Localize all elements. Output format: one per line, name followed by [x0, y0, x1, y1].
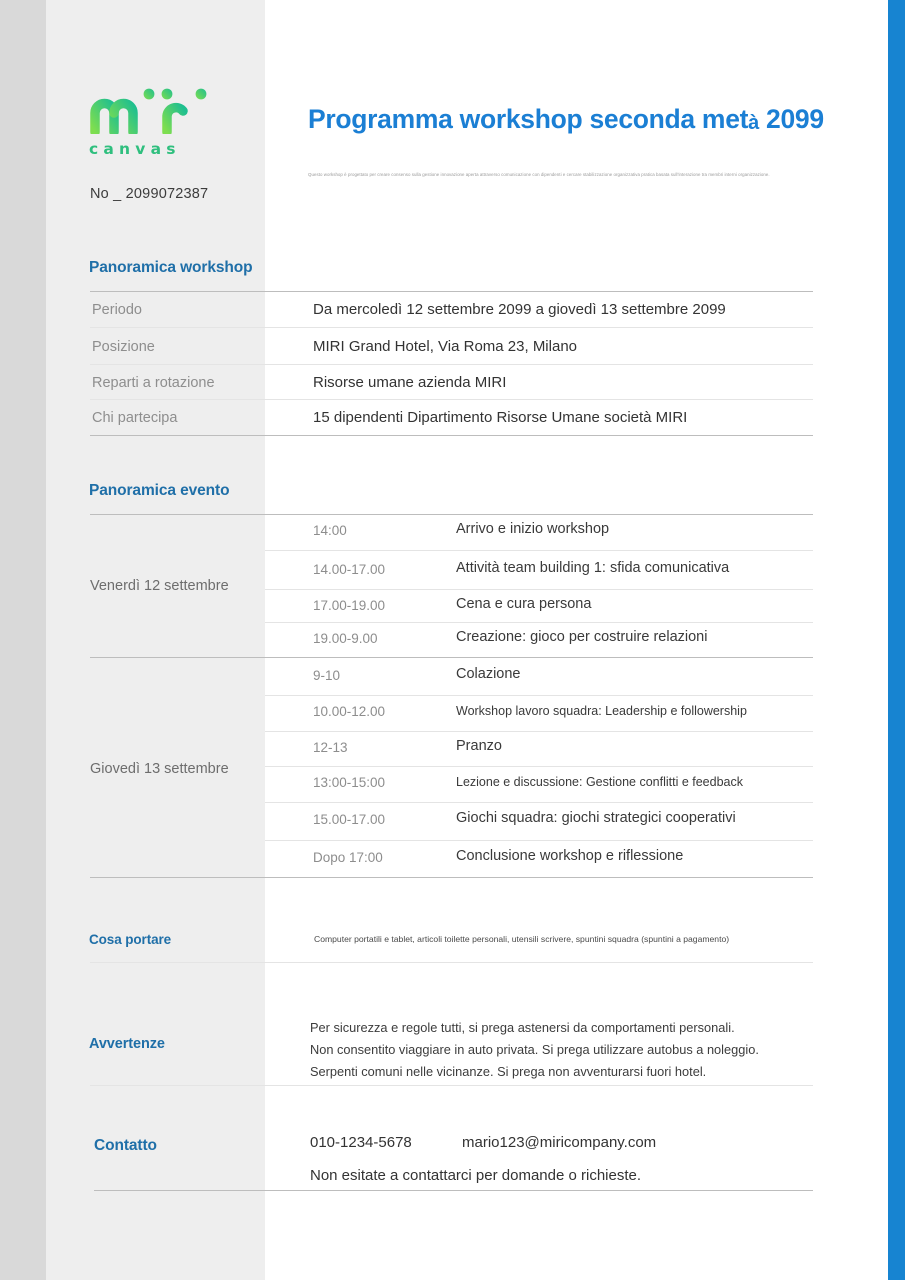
contact-rule-bottom — [94, 1190, 813, 1191]
schedule-row — [265, 696, 813, 730]
list-item: Non consentito viaggiare in auto privata. Si prega utilizzare autobus a noleggio. — [310, 1042, 759, 1058]
page-title — [308, 104, 824, 135]
schedule-time: 19.00-9.00 — [313, 631, 378, 646]
overview-value: 15 dipendenti Dipartimento Risorse Umane società MIRI — [313, 409, 688, 426]
schedule-time: 14.00-17.00 — [313, 562, 386, 577]
schedule-time: 13:00-15:00 — [313, 775, 386, 790]
schedule-desc: Attività team building 1: sfida comunicativa — [456, 560, 730, 576]
schedule-row — [265, 732, 813, 766]
schedule-time: 15.00-17.00 — [313, 812, 386, 827]
schedule-time: 14:00 — [313, 523, 347, 538]
warnings-rule-bottom — [90, 1085, 813, 1086]
schedule-time: 12-13 — [313, 740, 348, 755]
schedule-time: 10.00-12.00 — [313, 704, 386, 719]
section-heading-warnings: Avvertenze — [89, 1036, 165, 1052]
schedule-row — [265, 554, 813, 588]
schedule-rule — [265, 550, 813, 551]
table-row — [90, 367, 813, 402]
page-title-year: 2099 — [758, 104, 824, 134]
brand-logo — [89, 86, 269, 158]
section-heading-contact: Contatto — [94, 1137, 157, 1154]
section-heading-overview: Panoramica workshop — [89, 259, 253, 276]
schedule-desc: Conclusione workshop e riflessione — [456, 848, 684, 864]
schedule-desc: Lezione e discussione: Gestione conflitti e feedback — [456, 775, 743, 789]
page-right-accent-bar — [888, 0, 905, 1280]
table-row — [90, 331, 813, 366]
table-row — [90, 294, 813, 329]
overview-label: Reparti a rotazione — [92, 375, 215, 391]
overview-label: Periodo — [92, 302, 142, 318]
schedule-row — [265, 623, 813, 657]
schedule-rule — [265, 840, 813, 841]
contact-email[interactable]: mario123@miricompany.com — [462, 1134, 657, 1151]
schedule-desc: Pranzo — [456, 738, 502, 754]
document-number: No _ 2099072387 — [90, 186, 209, 202]
warnings-list — [310, 1017, 810, 1083]
page-title-accent: à — [748, 112, 759, 134]
overview-label: Chi partecipa — [92, 410, 178, 426]
schedule-day-label: Venerdì 12 settembre — [90, 578, 229, 594]
section-heading-bring: Cosa portare — [89, 932, 172, 947]
bring-rule-bottom — [90, 962, 813, 963]
schedule-row — [265, 804, 813, 838]
schedule-rule — [265, 802, 813, 803]
table-row — [90, 402, 813, 437]
schedule-day-separator — [90, 657, 813, 658]
schedule-desc: Cena e cura persona — [456, 596, 592, 612]
schedule-time: 17.00-19.00 — [313, 598, 386, 613]
miri-logo-icon — [89, 86, 211, 134]
event-rule-bottom — [90, 877, 813, 878]
overview-rule-top — [90, 291, 813, 292]
overview-value: MIRI Grand Hotel, Via Roma 23, Milano — [313, 338, 578, 355]
brand-tagline: canvas — [89, 140, 181, 158]
list-item: Per sicurezza e regole tutti, si prega astenersi da comportamenti personali. — [310, 1020, 735, 1035]
schedule-desc: Creazione: gioco per costruire relazioni — [456, 629, 708, 645]
schedule-day-label: Giovedì 13 settembre — [90, 761, 229, 777]
overview-label: Posizione — [92, 339, 155, 355]
schedule-time: Dopo 17:00 — [313, 850, 383, 865]
schedule-row — [265, 515, 813, 549]
schedule-desc: Colazione — [456, 666, 521, 682]
contact-note: Non esitate a contattarci per domande o richieste. — [310, 1167, 642, 1184]
schedule-desc: Arrivo e inizio workshop — [456, 521, 610, 537]
overview-value: Da mercoledì 12 settembre 2099 a giovedì 13 settembre 2099 — [313, 301, 726, 318]
schedule-desc: Giochi squadra: giochi strategici cooperativi — [456, 810, 736, 826]
page-subtitle: Questo workshop è progettato per creare consenso sulla gestione innovazione aperta attraverso comunicazione con dipendenti e cercare stabilizzazione organizzativa pratica basata sull'interazione tra membri interni organizzazione. — [308, 172, 770, 177]
section-heading-event: Panoramica evento — [89, 482, 230, 499]
schedule-row — [265, 590, 813, 624]
list-item: Serpenti comuni nelle vicinanze. Si prega non avventurarsi fuori hotel. — [310, 1064, 707, 1080]
schedule-row — [265, 767, 813, 801]
schedule-time: 9-10 — [313, 668, 341, 683]
contact-phone[interactable]: 010-1234-5678 — [310, 1134, 412, 1151]
page-title-main: Programma workshop seconda met — [308, 104, 749, 134]
schedule-row — [265, 842, 813, 876]
schedule-desc: Workshop lavoro squadra: Leadership e followership — [456, 704, 747, 718]
overview-value: Risorse umane azienda MIRI — [313, 374, 507, 391]
schedule-row — [265, 660, 813, 694]
bring-text: Computer portatili e tablet, articoli toilette personali, utensili scrivere, spuntini squadra (spuntini a pagamento) — [314, 934, 730, 944]
